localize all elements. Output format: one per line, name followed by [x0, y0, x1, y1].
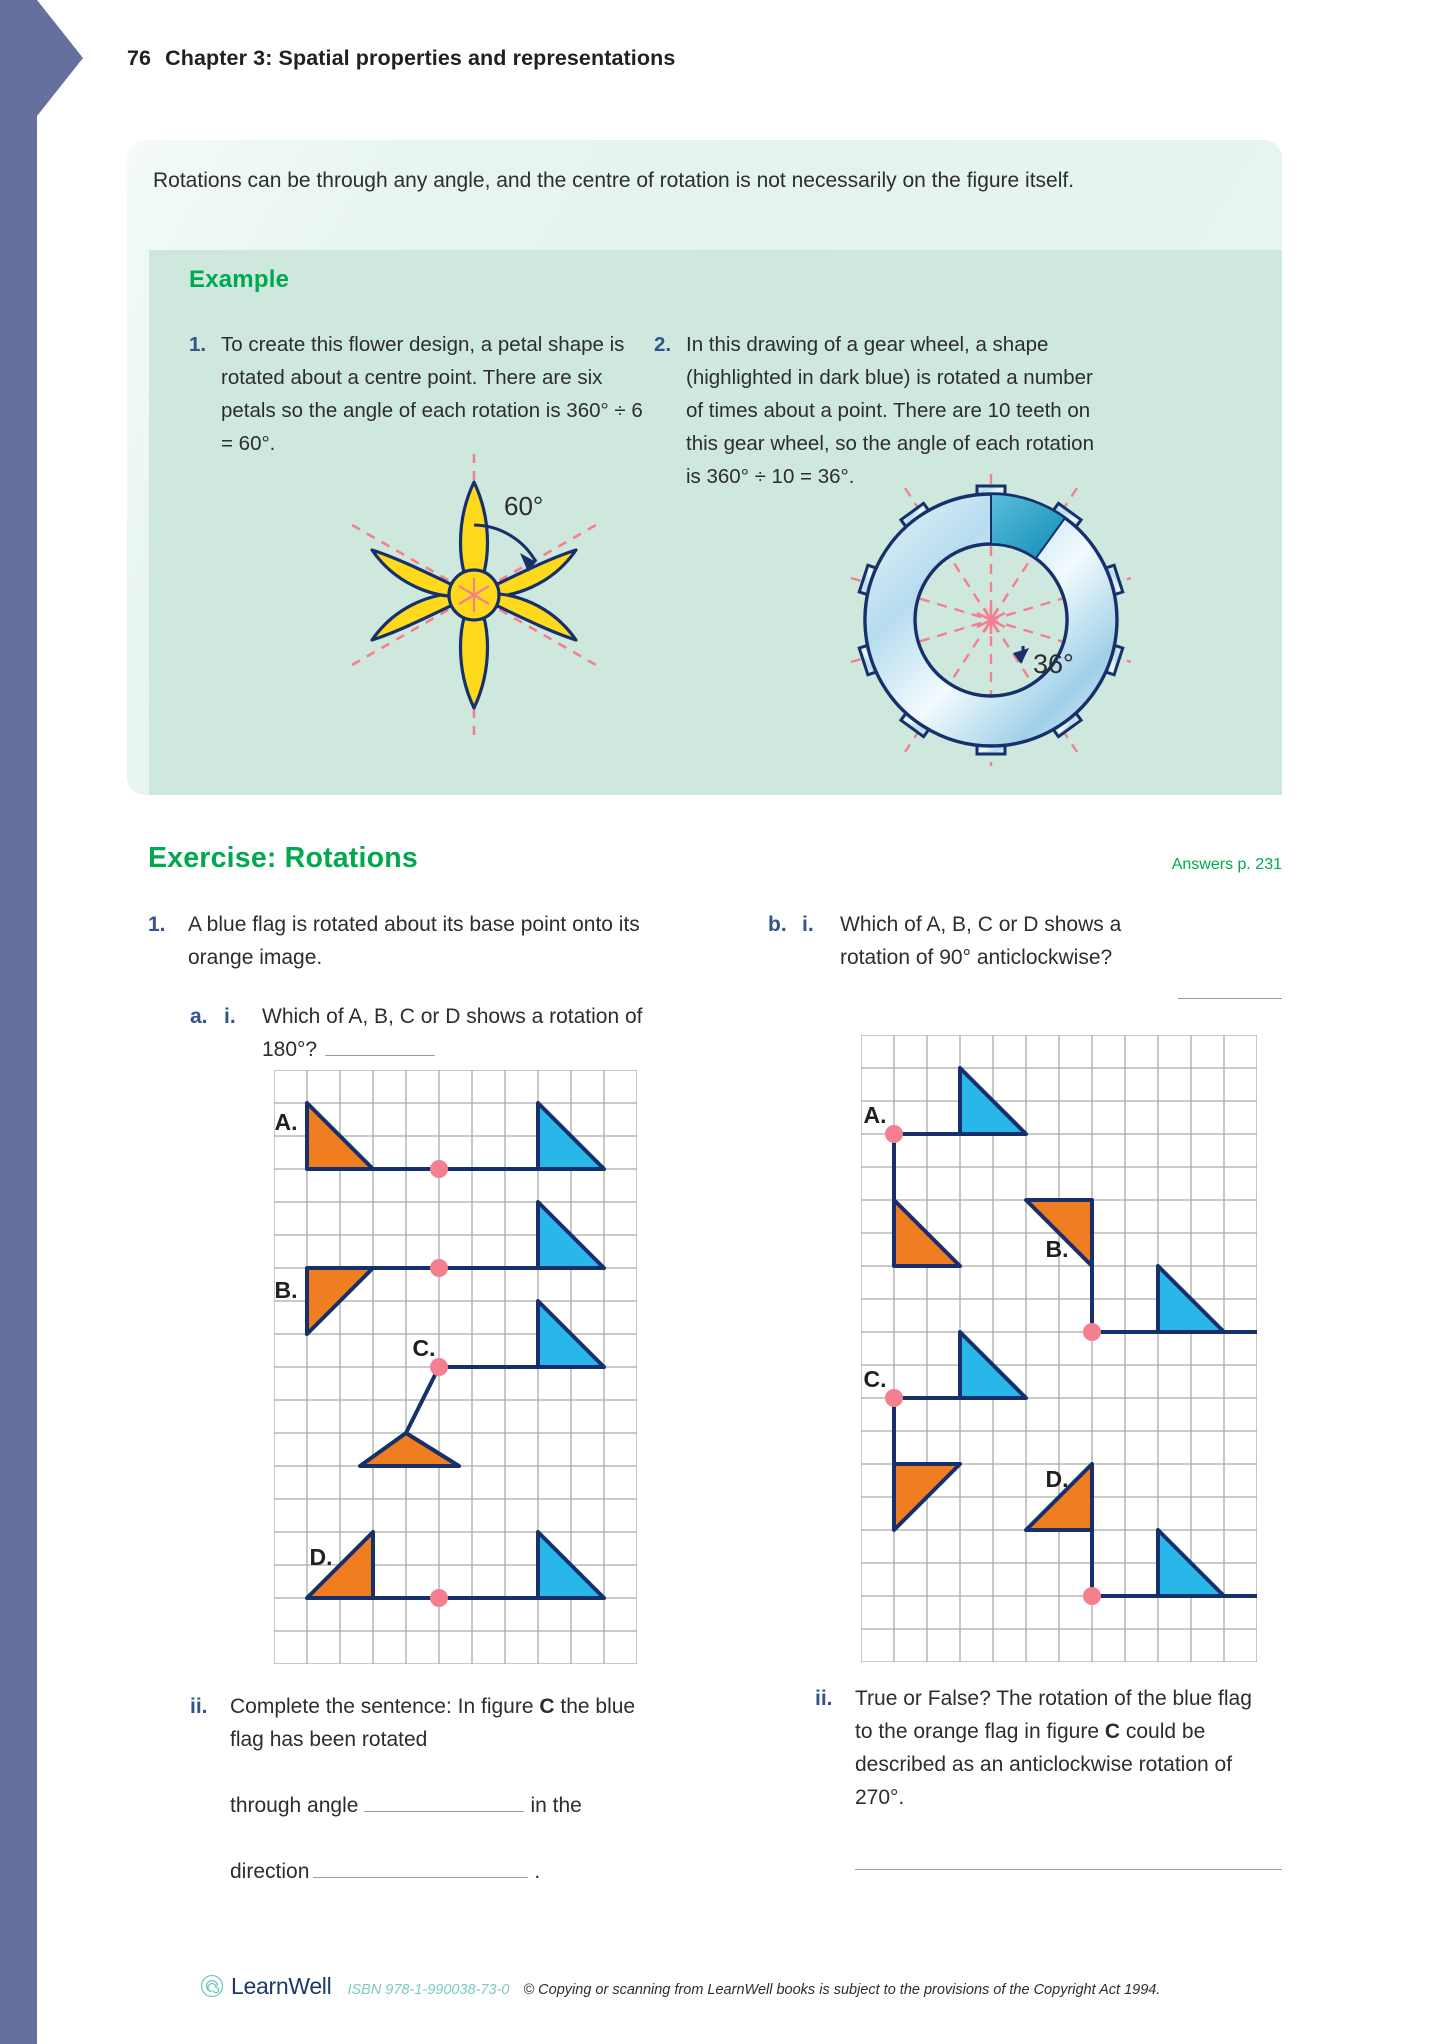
flower-diagram — [344, 450, 604, 745]
question-1-number: 1. — [148, 913, 166, 936]
pivot-point — [430, 1259, 448, 1277]
pivot-point — [430, 1589, 448, 1607]
learnwell-spiral-icon — [200, 1974, 224, 2003]
page-number: 76 — [127, 46, 152, 70]
part-a-ii-figure-ref: C — [539, 1695, 555, 1718]
grid-b-label-C: C. — [863, 1366, 887, 1392]
part-a-ii-line1-after: the blue flag has been rotated — [230, 1695, 636, 1751]
part-a-letter: a. — [190, 1005, 208, 1028]
learnwell-logo-text: LearnWell — [231, 1973, 332, 1999]
part-b-ii-before: True or False? The rotation of the blue flag to the orange flag in figure — [855, 1687, 1252, 1743]
part-b-letter: b. — [768, 913, 787, 936]
grid-a-label-C: C. — [412, 1335, 436, 1361]
example-item-2 — [654, 328, 1114, 493]
part-b-i — [768, 908, 1188, 974]
intro-paragraph: Rotations can be through any angle, and the centre of rotation is not necessarily on the figure itself. — [153, 169, 1075, 192]
question-1 — [148, 908, 653, 974]
example-item-2-text: In this drawing of a gear wheel, a shape (highlighted in dark blue) is rotated a number of times about a point. There are 10 teeth on this gear wheel, so the angle of each rotation is 360° ÷ 10 = 36°. — [686, 333, 1094, 488]
question-1-text: A blue flag is rotated about its base point onto its orange image. — [188, 913, 640, 969]
part-a-i-answer-blank[interactable] — [325, 1055, 435, 1056]
part-b-ii-figure-ref: C — [1104, 1720, 1121, 1743]
left-edge-bar — [0, 0, 37, 2044]
part-a-i-prompt: Which of A, B, C or D shows a rotation of 180°? — [262, 1005, 643, 1061]
part-a-i — [190, 1000, 670, 1066]
answers-reference: Answers p. 231 — [1171, 856, 1282, 873]
grid-b-label-B: B. — [1045, 1236, 1069, 1262]
isbn-text: ISBN 978-1-990038-73-0 — [347, 1982, 510, 1998]
grid-a-label-A: A. — [274, 1109, 298, 1135]
part-b-i-text: Which of A, B, C or D shows a rotation of 90° anticlockwise? — [840, 913, 1122, 969]
part-a-ii-angle-blank[interactable] — [364, 1811, 524, 1812]
part-a-ii-roman: ii. — [190, 1695, 208, 1718]
part-a-ii — [190, 1690, 660, 1888]
grid-a-label-D: D. — [309, 1544, 333, 1570]
pivot-point — [885, 1125, 903, 1143]
part-b-ii-roman: ii. — [815, 1687, 833, 1710]
pivot-point — [885, 1389, 903, 1407]
left-edge-chevron-tab — [37, 0, 83, 116]
example-item-1-number: 1. — [189, 333, 207, 356]
part-a-ii-line2-before: through angle — [230, 1794, 359, 1817]
flower-angle-label: 60° — [504, 491, 544, 521]
part-a-ii-line1-before: Complete the sentence: In figure — [230, 1695, 540, 1718]
exercise-heading: Exercise: Rotations — [148, 842, 418, 874]
example-heading: Example — [189, 266, 290, 293]
example-item-1 — [189, 328, 649, 460]
example-box — [149, 250, 1282, 795]
example-item-2-number: 2. — [654, 333, 672, 356]
example-item-1-text: To create this flower design, a petal shape is rotated about a centre point. There are six petals so the angle of each rotation is 360° ÷ 6 = 60°. — [221, 333, 643, 455]
part-b-ii-after: could be described as an anticlockwise rotation of 270°. — [855, 1720, 1233, 1809]
grid-a — [274, 1070, 637, 1669]
grid-b-label-D: D. — [1045, 1466, 1069, 1492]
pivot-point — [1083, 1587, 1101, 1605]
grid-b-label-A: A. — [863, 1102, 887, 1128]
copyright-text: © Copying or scanning from LearnWell books is subject to the provisions of the Copyright Act 1994. — [523, 1982, 1161, 1998]
part-b-ii-text — [855, 1682, 1275, 1814]
part-a-ii-direction-blank[interactable] — [313, 1877, 528, 1878]
grid-b — [861, 1035, 1257, 1667]
part-b-i-roman: i. — [802, 913, 814, 936]
gear-angle-label: 36° — [1033, 649, 1074, 679]
rotations-info-panel — [127, 140, 1282, 795]
part-a-ii-line2-after: in the — [530, 1794, 582, 1817]
part-b-ii-answer-blank[interactable] — [855, 1869, 1282, 1870]
part-a-ii-line3-after: . — [534, 1860, 541, 1883]
page-footer — [200, 1970, 1160, 2000]
part-a-i-text — [262, 1000, 670, 1066]
part-a-i-roman: i. — [224, 1005, 236, 1028]
pivot-point — [430, 1160, 448, 1178]
pivot-point — [1083, 1323, 1101, 1341]
part-b-i-answer-blank[interactable] — [1178, 998, 1282, 999]
part-a-ii-line3-before: direction — [230, 1860, 310, 1883]
page-header — [127, 46, 675, 71]
part-a-ii-text — [230, 1690, 660, 1888]
gear-wheel-diagram — [841, 470, 1141, 775]
chapter-title: Chapter 3: Spatial properties and representations — [165, 46, 676, 70]
grid-a-label-B: B. — [274, 1277, 298, 1303]
part-b-ii — [815, 1682, 1275, 1814]
